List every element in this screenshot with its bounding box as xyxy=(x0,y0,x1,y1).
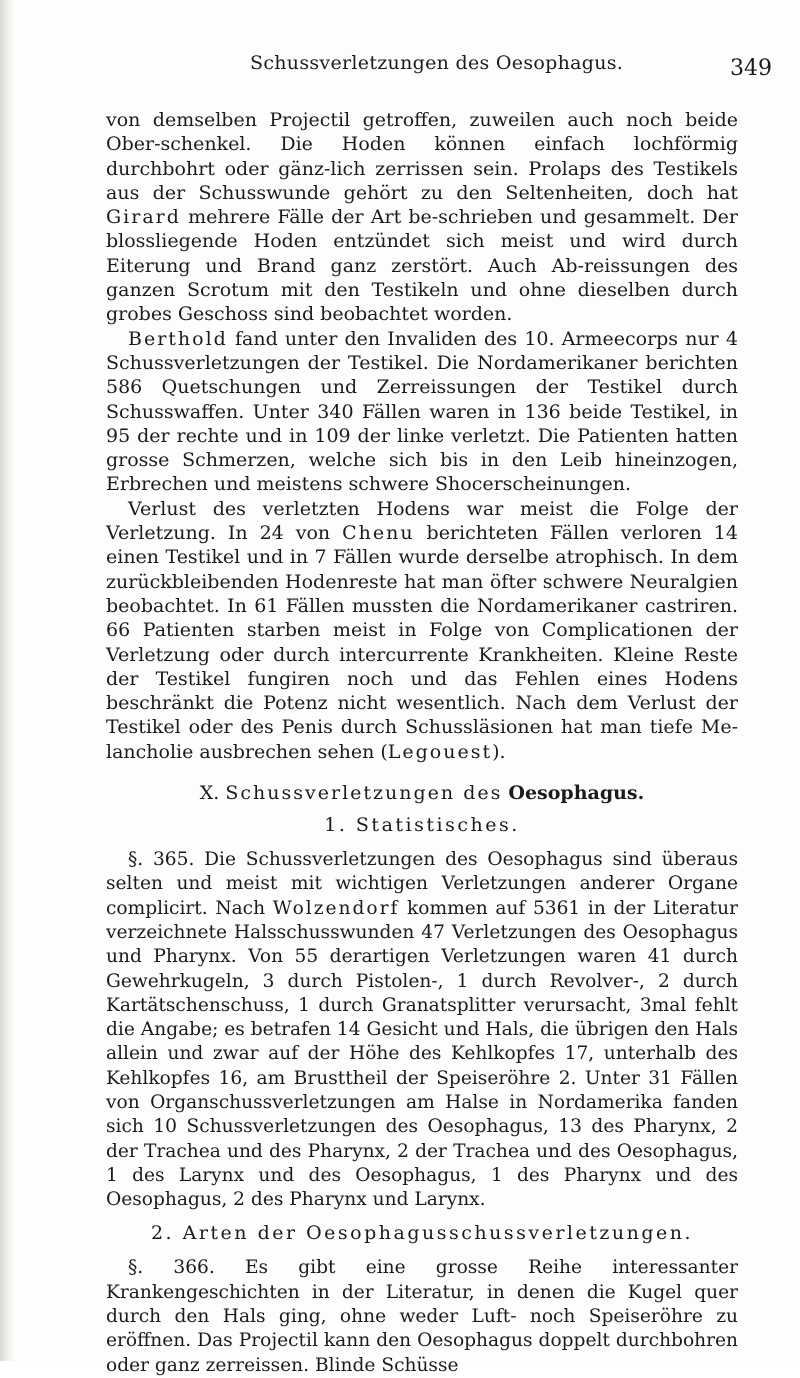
author-name-berthold: Berthold xyxy=(128,327,228,350)
author-name-wolzendorf: Wolzendorf xyxy=(272,897,400,919)
paragraph-text: Verlust des verletzten Hodens war meist die Folge der Verletzung. In 24 von xyxy=(106,497,738,545)
paragraph-text: berichteten Fällen verloren 14 einen Testikel und in 7 Fällen wurde derselbe atrophisch. In dem zurückbleibenden Hodenreste hat man öfter schwere Neuralgien beobachtet. In 61 Fällen mussten die Nordamerikaner castriren. 66 Patienten starben meist in Folge von Complicationen der Verletzung oder durch intercurrente Krankheiten. Kleine Reste der Testikel fungiren noch und das Fehlen eines Hodens beschränkt die Potenz nicht wesentlich. Nach dem Verlust der Testikel oder des Penis durch Schussläsionen hat man tiefe Me-lancholie ausbrechen sehen ( xyxy=(106,522,738,763)
section-heading xyxy=(106,780,738,806)
running-title: Schussverletzungen des Oesophagus. xyxy=(250,52,624,74)
paragraph-text: §. 365. Die Schussverletzungen des Oesophagus sind überaus selten und meist mit wichtigen Verletzungen anderer Organe complicirt. Nach xyxy=(106,849,738,919)
page-body xyxy=(106,108,738,1378)
author-name-girard: Girard xyxy=(106,206,181,229)
section-title: Schussverletzungen des xyxy=(225,782,503,805)
paragraph-text: §. 366. Es gibt eine grosse Reihe interessanter Krankengeschichten in der Literatur, in denen die Kugel quer durch den Hals ging, ohne weder Luft- noch Speiseröhre zu eröffnen. Das Projectil kann den Oesophagus doppelt durchbohren oder ganz zerreissen. Blinde Schüsse xyxy=(106,1257,738,1376)
page-spine-shadow xyxy=(0,0,14,1361)
paragraph-statistics xyxy=(106,848,738,1212)
subsection-heading-statistics: 1. Statistisches. xyxy=(324,814,520,837)
paragraph-testicle-injuries xyxy=(106,108,738,327)
paragraph-text: fand unter den Invaliden des 10. Armeecorps nur 4 Schussverletzungen der Testikel. Die Nordamerikaner berichten 586 Quetschungen und Zerreissungen der Testikel durch Schusswaffen. Unter 340 Fällen waren in 136 beide Testikel, in 95 der rechte und in 109 der linke verletzt. Die Patienten hatten grosse Schmerzen, welche sich bis in den Leib hineinzogen, Erbrechen und meistens schwere Shocerscheinungen. xyxy=(106,327,738,496)
paragraph-berthold xyxy=(106,327,738,497)
running-head xyxy=(0,52,800,82)
paragraph-text: mehrere Fälle der Art be-schrieben und gesammelt. Der blossliegende Hoden entzündet sich meist und wird durch Eiterung und Brand ganz zerstört. Auch Ab-reissungen des ganzen Scrotum mit den Testikeln und ohne dieselben durch grobes Geschoss sind beobachtet worden. xyxy=(106,206,738,326)
section-title-emphasis: Oesophagus. xyxy=(508,782,645,805)
page-number: 349 xyxy=(730,56,772,81)
paragraph-text: kommen auf 5361 in der Literatur verzeichnete Halsschusswunden 47 Verletzungen des Oesophagus und Pharynx. Von 55 derartigen Verletzungen waren 41 durch Gewehrkugeln, 3 durch Pistolen-, 1 durch Revolver-, 2 durch Kartätschenschuss, 1 durch Granatsplitter verursacht, 3mal fehlt die Angabe; es betrafen 14 Gesicht und Hals, die übrigen den Hals allein und zwar auf der Höhe des Kehlkopfes 17, unterhalb des Kehlkopfes 16, am Brusttheil der Speiseröhre 2. Unter 31 Fällen von Organschussverletzungen am Halse in Nordamerika fanden sich 10 Schussverletzungen des Oesophagus, 13 des Pharynx, 2 der Trachea und des Pharynx, 2 der Trachea und des Oesophagus, 1 des Larynx und des Oesophagus, 1 des Pharynx und des Oesophagus, 2 des Pharynx und Larynx. xyxy=(106,897,739,1211)
paragraph-loss-of-testicle xyxy=(106,497,738,764)
author-name-chenu: Chenu xyxy=(342,522,415,545)
author-name-legouest: Legouest xyxy=(387,740,493,763)
subsection-heading-types: 2. Arten der Oesophagusschussverletzungen. xyxy=(150,1222,694,1245)
paragraph-text: von demselben Projectil getroffen, zuweilen auch noch beide Ober-schenkel. Die Hoden können einfach lochförmig durchbohrt oder gänz-lich zerrissen sein. Prolaps des Testikels aus der Schusswunde gehört zu den Seltenheiten, doch hat xyxy=(106,109,738,204)
paragraph-text: ). xyxy=(492,740,506,763)
paragraph-types xyxy=(106,1256,738,1377)
section-number: X. xyxy=(199,782,220,805)
